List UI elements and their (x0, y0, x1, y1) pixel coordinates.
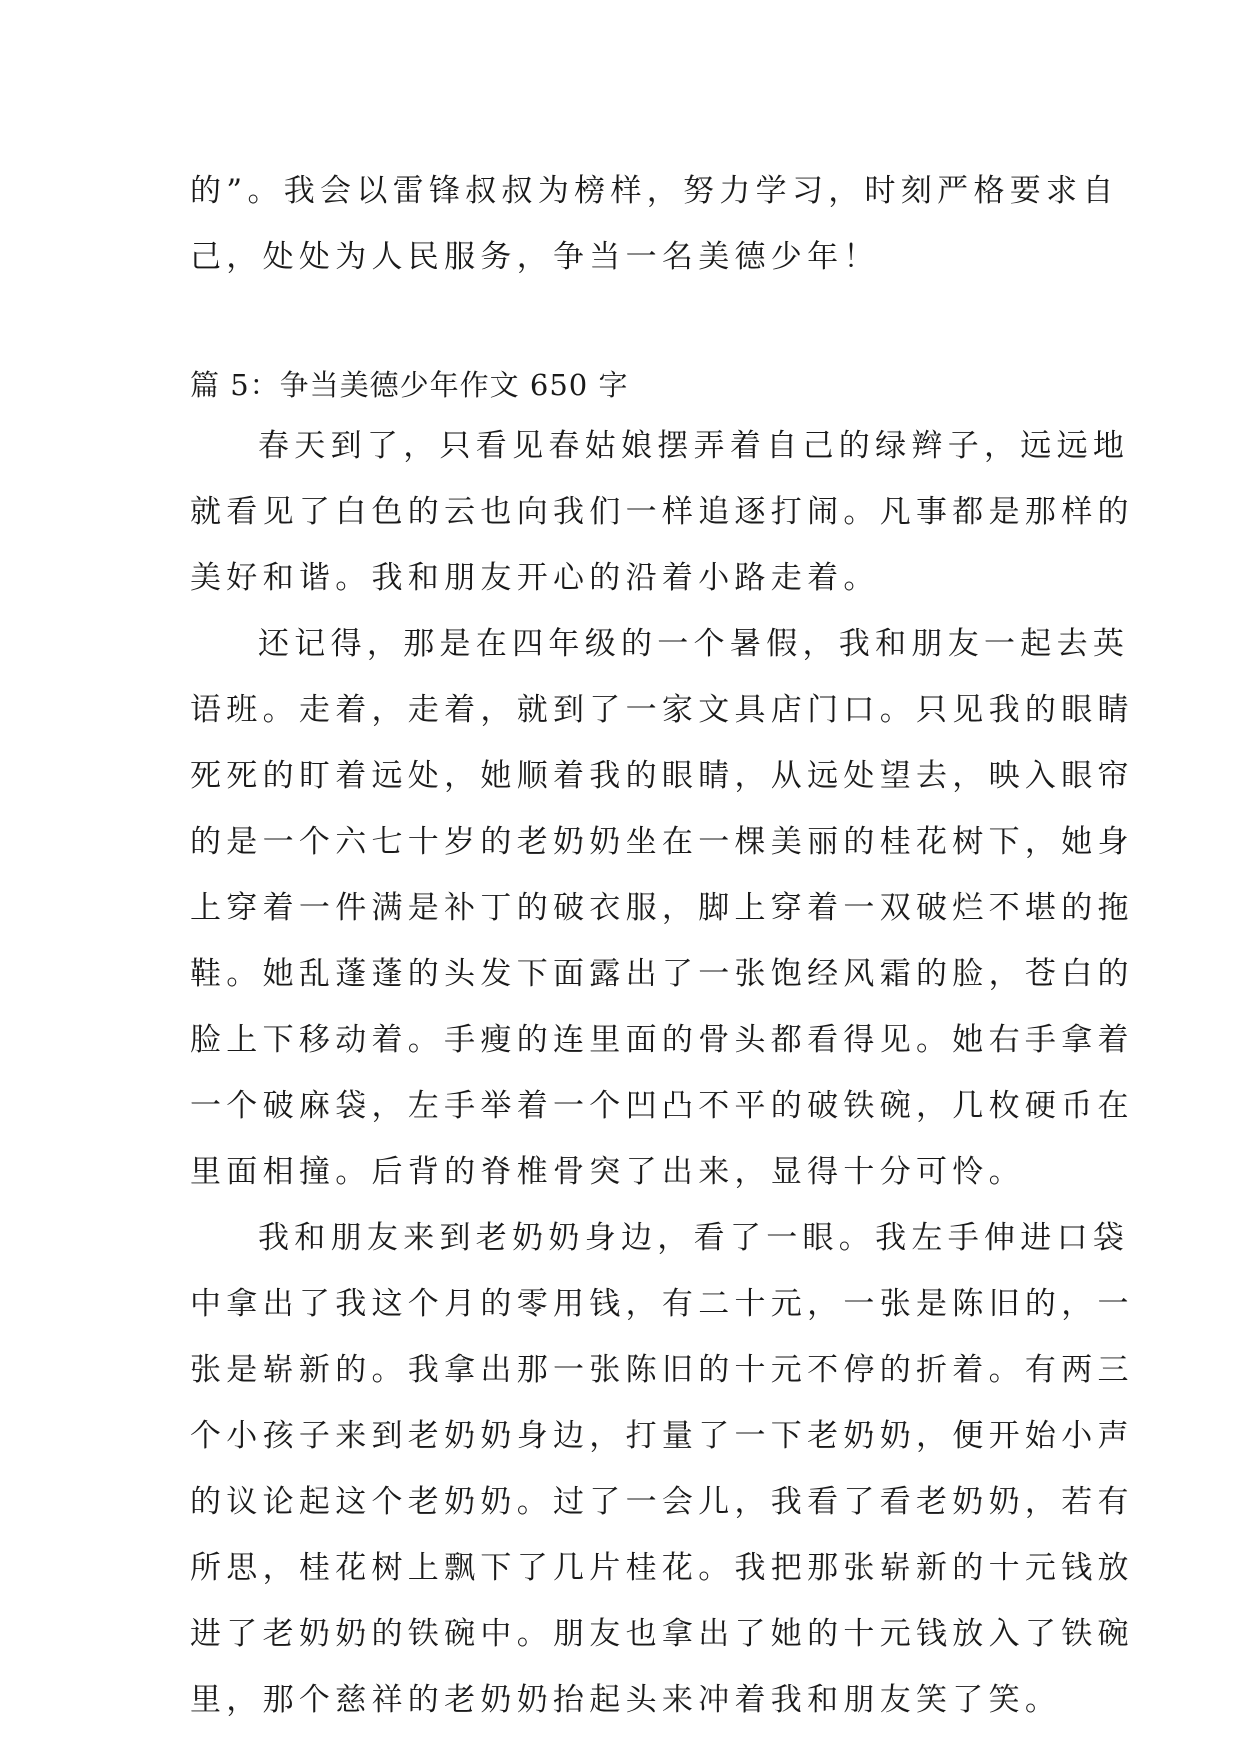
text-line: 己，处处为人民服务，争当一名美德少年！ (190, 239, 880, 275)
section-spacer (190, 290, 1070, 357)
text-line: 所思，桂花树上飘下了几片桂花。我把那张崭新的十元钱放 (190, 1550, 1134, 1586)
paragraph (190, 611, 1134, 1205)
text-line: 中拿出了我这个月的零用钱，有二十元，一张是陈旧的，一 (190, 1286, 1134, 1322)
text-line: 鞋。她乱蓬蓬的头发下面露出了一张饱经风霜的脸，苍白的 (190, 956, 1134, 992)
document-body (190, 158, 1134, 1733)
section-title: 篇 5：争当美德少年作文 650 字 (190, 368, 629, 402)
text-line: 语班。走着，走着，就到了一家文具店门口。只见我的眼睛 (190, 692, 1134, 728)
text-line: 进了老奶奶的铁碗中。朋友也拿出了她的十元钱放入了铁碗 (190, 1616, 1134, 1652)
text-line: 一个破麻袋，左手举着一个凹凸不平的破铁碗，几枚硬币在 (190, 1088, 1134, 1124)
text-line: 脸上下移动着。手瘦的连里面的骨头都看得见。她右手拿着 (190, 1022, 1134, 1058)
text-line: 春天到了，只看见春姑娘摆弄着自己的绿辫子，远远地 (258, 428, 1130, 464)
paragraph (190, 413, 1134, 611)
text-line: 的”。我会以雷锋叔叔为榜样，努力学习，时刻严格要求自 (190, 173, 1119, 209)
text-line: 美好和谐。我和朋友开心的沿着小路走着。 (190, 560, 880, 596)
text-line: 里面相撞。后背的脊椎骨突了出来，显得十分可怜。 (190, 1154, 1025, 1190)
text-line: 张是崭新的。我拿出那一张陈旧的十元不停的折着。有两三 (190, 1352, 1134, 1388)
text-line: 还记得，那是在四年级的一个暑假，我和朋友一起去英 (258, 626, 1130, 662)
text-line: 的议论起这个老奶奶。过了一会儿，我看了看老奶奶，若有 (190, 1484, 1134, 1520)
text-line: 我和朋友来到老奶奶身边，看了一眼。我左手伸进口袋 (258, 1220, 1130, 1256)
text-line: 里，那个慈祥的老奶奶抬起头来冲着我和朋友笑了笑。 (190, 1682, 1062, 1718)
text-line: 死死的盯着远处，她顺着我的眼睛，从远处望去，映入眼帘 (190, 758, 1134, 794)
text-line: 上穿着一件满是补丁的破衣服，脚上穿着一双破烂不堪的拖 (190, 890, 1134, 926)
paragraph (190, 1205, 1134, 1733)
text-line: 个小孩子来到老奶奶身边，打量了一下老奶奶，便开始小声 (190, 1418, 1134, 1454)
text-line: 的是一个六七十岁的老奶奶坐在一棵美丽的桂花树下，她身 (190, 824, 1134, 860)
text-line: 就看见了白色的云也向我们一样追逐打闹。凡事都是那样的 (190, 494, 1134, 530)
